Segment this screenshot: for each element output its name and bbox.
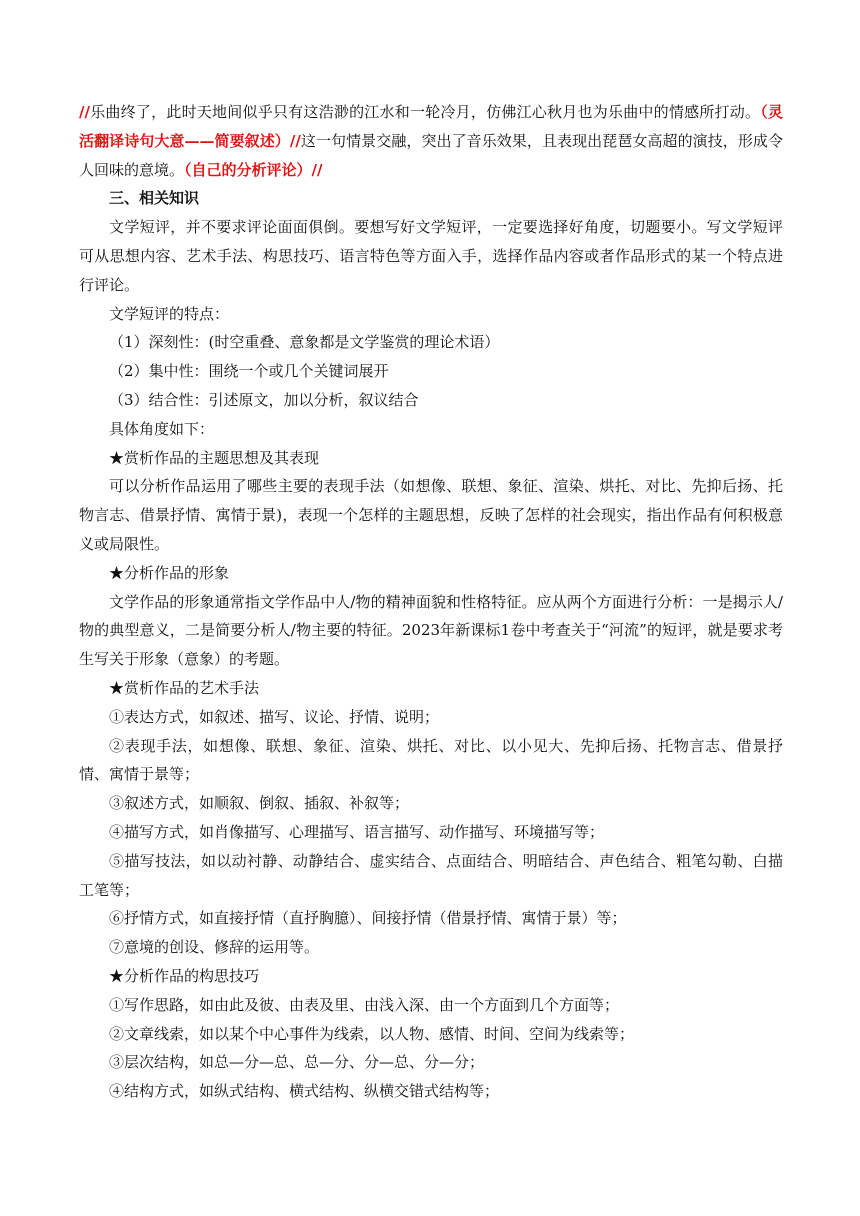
art-item: ④描写方式，如肖像描写、心理描写、语言描写、动作描写、环境描写等； bbox=[109, 822, 605, 841]
intro-text-2: 这一句情景交融，突出了音乐效果，且表现出琵琶女高超的演技，形成令人回味的意境。 bbox=[79, 131, 783, 179]
art-item: ⑦意境的创设、修辞的运用等。 bbox=[109, 938, 320, 957]
art-item: ①表达方式，如叙述、描写、议论、抒情、说明； bbox=[109, 707, 440, 726]
image-heading: ★分析作品的形象 bbox=[109, 563, 230, 582]
feature-item: （1）深刻性：(时空重叠、意象都是文学鉴赏的理论术语） bbox=[109, 333, 500, 352]
art-item: ②表现手法，如想像、联想、象征、渲染、烘托、对比、以小见大、先抑后扬、托物言志、借景抒情、寓情于景等； bbox=[79, 736, 783, 784]
theme-heading: ★赏析作品的主题思想及其表现 bbox=[109, 448, 320, 467]
intro-annotation-2: （自己的分析评论）// bbox=[184, 160, 323, 179]
art-heading: ★赏析作品的艺术手法 bbox=[109, 678, 260, 697]
structure-item: ①写作思路，如由此及彼、由表及里、由浅入深、由一个方面到几个方面等； bbox=[109, 995, 620, 1014]
structure-item: ②文章线索，如以某个中心事件为线索，以人物、感情、时间、空间为线索等； bbox=[109, 1024, 635, 1043]
section-title: 三、相关知识 bbox=[109, 189, 200, 208]
document-page bbox=[79, 98, 783, 1106]
structure-item: ④结构方式，如纵式结构、横式结构、纵横交错式结构等； bbox=[109, 1082, 500, 1101]
feature-item: （3）结合性：引述原文，加以分析，叙议结合 bbox=[109, 390, 419, 409]
structure-item: ③层次结构，如总—分—总、总—分、分—总、分—分； bbox=[109, 1053, 485, 1072]
intro-paragraph bbox=[79, 98, 783, 184]
intro-text-1: 乐曲终了，此时天地间似乎只有这浩渺的江水和一轮冷月，仿佛江心秋月也为乐曲中的情感所打动。 bbox=[89, 103, 761, 121]
theme-body: 可以分析作品运用了哪些主要的表现手法（如想像、联想、象征、渲染、烘托、对比、先抑后扬、托物言志、借景抒情、寓情于景)，表现一个怎样的主题思想，反映了怎样的社会现实，指出作品有何积极意义或局限性。 bbox=[79, 477, 783, 553]
feature-item: （2）集中性：围绕一个或几个关键词展开 bbox=[109, 362, 389, 381]
angles-title: 具体角度如下： bbox=[109, 419, 215, 438]
art-item: ⑥抒情方式，如直接抒情（直抒胸臆）、间接抒情（借景抒情、寓情于景）等； bbox=[109, 909, 627, 928]
structure-heading: ★分析作品的构思技巧 bbox=[109, 966, 260, 985]
slash-marker: // bbox=[79, 103, 90, 121]
art-item: ⑤描写技法，如以动衬静、动静结合、虚实结合、点面结合、明暗结合、声色结合、粗笔勾勒、白描工笔等； bbox=[79, 851, 783, 899]
image-body: 文学作品的形象通常指文学作品中人/物的精神面貌和性格特征。应从两个方面进行分析：一是揭示人/物的典型意义，二是简要分析人/物主要的特征。2023年新课标1卷中考查关于“河流”的短评，就是要求考生写关于形象（意象）的考题。 bbox=[79, 592, 783, 669]
art-item: ③叙述方式，如顺叙、倒叙、插叙、补叙等； bbox=[109, 794, 410, 813]
intro-annotation-1: （灵活翻译诗句大意——简要叙述）// bbox=[79, 103, 783, 150]
intro-description: 文学短评，并不要求评论面面俱倒。要想写好文学短评，一定要选择好角度，切题要小。写文学短评可从思想内容、艺术手法、构思技巧、语言特色等方面入手，选择作品内容或者作品形式的某一个特点进行评论。 bbox=[79, 218, 783, 294]
features-title: 文学短评的特点： bbox=[109, 304, 230, 323]
